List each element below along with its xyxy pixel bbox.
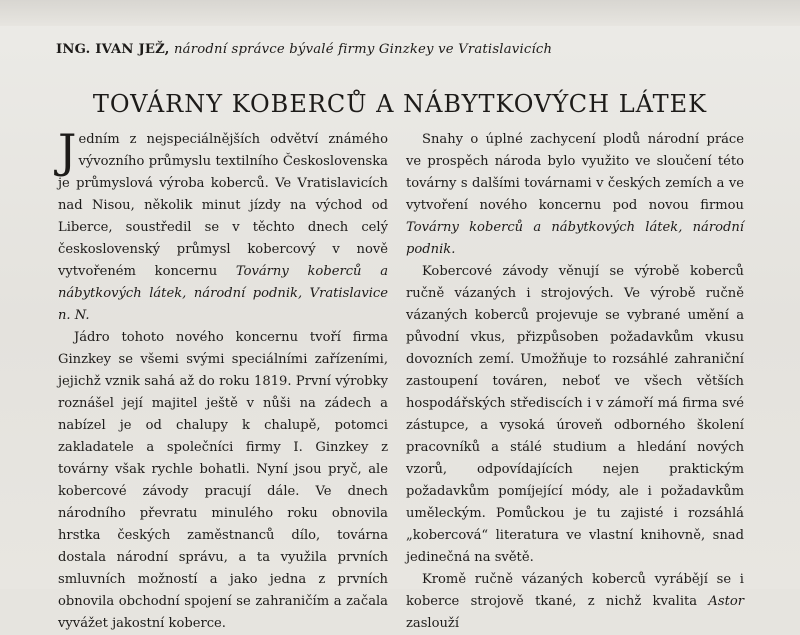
paragraph	[406, 569, 744, 635]
paragraph: Jádro tohoto nového koncernu tvoří firma Ginzkey se všemi svými speciálními zařízeními, jejichž vznik sahá až do roku 1819. První výrobky roznášel její majitel ještě v nůši na zádech a nabízel je od chalupy k chalupě, potomci zakladatele a společníci firmy I. Ginzkey z továrny však rychle bohatli. Nyní jsou pryč, ale kobercové závody pracují dále. Ve dnech národního převratu minulého roku obnovila hrstka českých zaměstnanců dílo, továrna dostala národní správu, a ta využila prvních smluvních možností a jako jedna z prvních obnovila obchodní spojení se zahraničím a začala vyvážet jakostní koberce.	[58, 330, 388, 631]
author-line	[56, 42, 756, 57]
right-column	[406, 129, 744, 635]
paragraph	[58, 124, 389, 327]
company-name: Továrny koberců a nábytkových látek, národní podnik.	[406, 220, 744, 257]
paragraph: Kobercové závody věnují se výrobě koberců ručně vázaných i strojových. Ve výrobě ručně vázaných koberců projevuje se vybrané umění a původní vkus, přizpůsoben požadavkům vkusu dovozních zemí. Umožňuje to rozsáhlé zahraniční zastoupení továren, neboť ve všech větších hospodářských střediscích i v zámoří má firma své zástupce, a vysoká úroveň odborného školení pracovníků a stálé studium a hledání nových vzorů, odpovídajících nejen praktickým požadavkům pomíjející módy, ale i požadavkům uměleckým. Pomůckou je tu zajisté i rozsáhlá „kobercová“ literatura ve vlastní knihovně, snad jedinečná na světě.	[406, 264, 744, 565]
product-name: Astor	[708, 594, 744, 609]
article-title: TOVÁRNY KOBERCŮ A NÁBYTKOVÝCH LÁTEK	[92, 90, 708, 118]
paragraph-text: edním z nejspeciálnějších odvětví známého vývozního průmyslu textilního Československa je průmyslová výroba koberců. Ve Vratislavicích nad Nisou, několik minut jízdy na východ od Liberce, soustředil se v těchto dnech celý československý průmysl kobercový v nově vytvořeném koncernu	[58, 132, 388, 279]
paragraph	[406, 129, 744, 261]
paragraph-text: Kromě ručně vázaných koberců vyrábějí se i koberce strojově tkané, z nichž kvalita	[406, 572, 744, 609]
drop-cap: J	[58, 124, 77, 178]
paragraph-text: Snahy o úplné zachycení plodů národní práce ve prospěch národa bylo využito ve sloučení této továrny s dalšími továrnami v českých zemích a ve vytvoření nového koncernu pod novou firmou	[406, 132, 744, 213]
left-column	[58, 124, 389, 635]
author-name: ING. IVAN JEŽ,	[56, 42, 170, 57]
previous-page-edge	[0, 0, 800, 26]
author-role: národní správce bývalé firmy Ginzkey ve Vratislavicích	[173, 42, 553, 57]
paragraph-text: zaslouží	[406, 616, 460, 631]
company-name: Továrny koberců a nábytkových látek, národní podnik, Vratislavice n. N.	[58, 264, 389, 323]
